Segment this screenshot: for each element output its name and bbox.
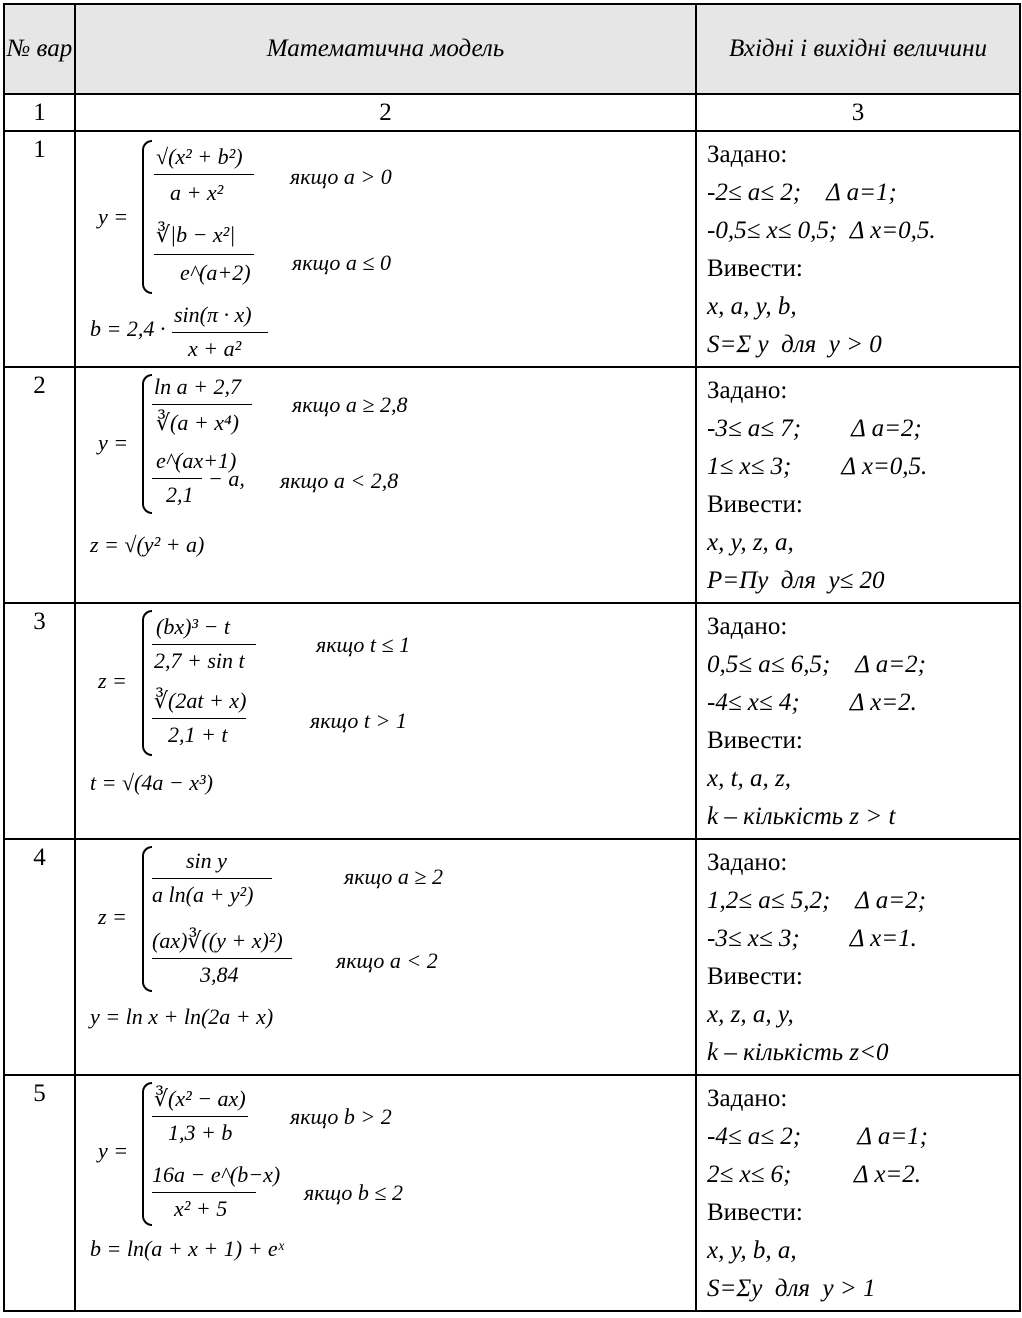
range-x: 1≤ x≤ 3; Δ x=0,5. [707,453,928,480]
formula-denominator: a ln(a + y²) [152,882,254,907]
input-output [696,367,1020,603]
variant-number: 4 [4,839,75,1075]
table-row [4,1075,1020,1311]
system-brace [142,610,152,756]
formula-lhs: y = [98,1138,129,1163]
condition: якщо a > 0 [290,164,392,189]
condition: якщо a < 2 [336,948,438,973]
formula-denominator: 2,1 + t [168,722,228,747]
range-a: -2≤ a≤ 2; Δ a=1; [707,179,897,206]
condition: якщо a < 2,8 [280,468,399,493]
input-output [696,603,1020,839]
given-label: Задано: [707,613,788,640]
formula-lhs: z = [98,668,127,693]
table-row [4,131,1020,367]
output-vars: x, a, y, b, [707,293,797,320]
formula-numerator: (ax)∛((y + x)²) [152,928,283,953]
given-label: Задано: [707,377,788,404]
result-expression: k – кількість z > t [707,803,896,830]
variant-number: 2 [4,367,75,603]
condition: якщо b ≤ 2 [304,1180,403,1205]
range-x: -4≤ x≤ 4; Δ x=2. [707,689,917,716]
given-label: Задано: [707,141,788,168]
table-row [4,839,1020,1075]
formula-numerator: √(x² + b²) [156,144,243,169]
column-number: 1 [4,94,75,131]
result-expression: S=Σy для y > 1 [707,1275,876,1302]
output-vars: x, y, b, a, [707,1237,797,1264]
fraction-bar [152,644,256,645]
header-variant-number: № вар [4,4,75,94]
formula-numerator: ∛|b − x²| [156,222,236,247]
fraction-bar [154,174,254,175]
input-output [696,839,1020,1075]
fraction-bar [154,254,254,255]
output-label: Вивести: [707,255,803,282]
table-row [4,367,1020,603]
system-brace [142,374,152,514]
output-vars: x, z, a, y, [707,1001,794,1028]
formula-denominator: 2,7 + sin t [154,648,245,673]
formula-numerator: 16a − e^(b−x) [152,1162,281,1187]
formula-numerator: e^(ax+1) [156,448,237,473]
math-model [75,131,696,367]
formula-extra: t = √(4a − x³) [90,770,213,795]
variant-number: 5 [4,1075,75,1311]
formula-numerator: sin(π · x) [174,302,252,327]
result-expression: k – кількість z<0 [707,1039,889,1066]
formula-lhs: z = [98,904,127,929]
header-input-output: Вхідні і вихідні величини [696,4,1020,94]
formula-denominator: 1,3 + b [168,1120,233,1145]
table-row [4,603,1020,839]
system-brace [142,846,152,992]
formula-numerator: ∛(x² − ax) [154,1086,246,1111]
formula-denominator: x + a² [188,336,242,361]
formula-denominator: a + x² [170,180,224,205]
formula-numerator: (bx)³ − t [156,614,230,639]
formula-lhs: y = [98,204,129,229]
system-brace [142,1082,152,1226]
math-model [75,367,696,603]
output-label: Вивести: [707,727,803,754]
formula-denominator: ∛(a + x⁴) [156,410,239,435]
input-output [696,131,1020,367]
output-vars: x, y, z, a, [707,529,794,556]
fraction-bar [152,1116,248,1117]
output-label: Вивести: [707,1199,803,1226]
output-label: Вивести: [707,491,803,518]
range-a: -4≤ a≤ 2; Δ a=1; [707,1123,929,1150]
formula-numerator: ln a + 2,7 [154,374,241,399]
system-brace [142,140,152,294]
fraction-bar [152,404,252,405]
formula-extra: b = ln(a + x + 1) + eˣ [90,1236,284,1261]
condition: якщо a ≥ 2 [344,864,443,889]
output-label: Вивести: [707,963,803,990]
condition: якщо t ≤ 1 [316,632,411,657]
variant-number: 3 [4,603,75,839]
range-a: -3≤ a≤ 7; Δ a=2; [707,415,922,442]
range-x: 2≤ x≤ 6; Δ x=2. [707,1161,922,1188]
math-model [75,603,696,839]
given-label: Задано: [707,849,788,876]
fraction-bar [152,878,272,879]
math-model [75,839,696,1075]
fraction-bar [152,958,292,959]
formula-denominator: 2,1 [166,482,194,507]
formula-numerator: ∛(2at + x) [154,688,247,713]
range-x: -0,5≤ x≤ 0,5; Δ x=0,5. [707,217,936,244]
column-number: 3 [696,94,1020,131]
range-a: 0,5≤ a≤ 6,5; Δ a=2; [707,651,926,678]
formula-lhs: y = [98,430,129,455]
math-model [75,1075,696,1311]
given-label: Задано: [707,1085,788,1112]
condition: якщо b > 2 [290,1104,392,1129]
column-number: 2 [75,94,696,131]
header-math-model: Математична модель [75,4,696,94]
formula-numerator: sin y [186,848,227,873]
formula-extra: y = ln x + ln(2a + x) [90,1004,274,1029]
formula-denominator: x² + 5 [174,1196,228,1221]
formula-lhs: b = 2,4 · [90,316,166,341]
formula-denominator: e^(a+2) [180,260,251,285]
fraction-bar [152,1192,256,1193]
formula-extra: z = √(y² + a) [90,532,205,557]
fraction-bar [152,718,246,719]
condition: якщо a ≤ 0 [292,250,391,275]
input-output [696,1075,1020,1311]
fraction-bar [152,478,202,479]
output-vars: x, t, a, z, [707,765,792,792]
variants-table [3,3,1021,1312]
condition: якщо t > 1 [310,708,407,733]
formula-denominator: 3,84 [200,962,239,987]
condition: якщо a ≥ 2,8 [292,392,408,417]
range-a: 1,2≤ a≤ 5,2; Δ a=2; [707,887,926,914]
formula-tail: − a, [208,466,245,491]
range-x: -3≤ x≤ 3; Δ x=1. [707,925,917,952]
result-expression: S=Σ y для y > 0 [707,331,882,358]
variant-number: 1 [4,131,75,367]
result-expression: P=Пy для y≤ 20 [707,567,885,594]
fraction-bar [172,332,268,333]
column-number-row [4,94,1020,131]
